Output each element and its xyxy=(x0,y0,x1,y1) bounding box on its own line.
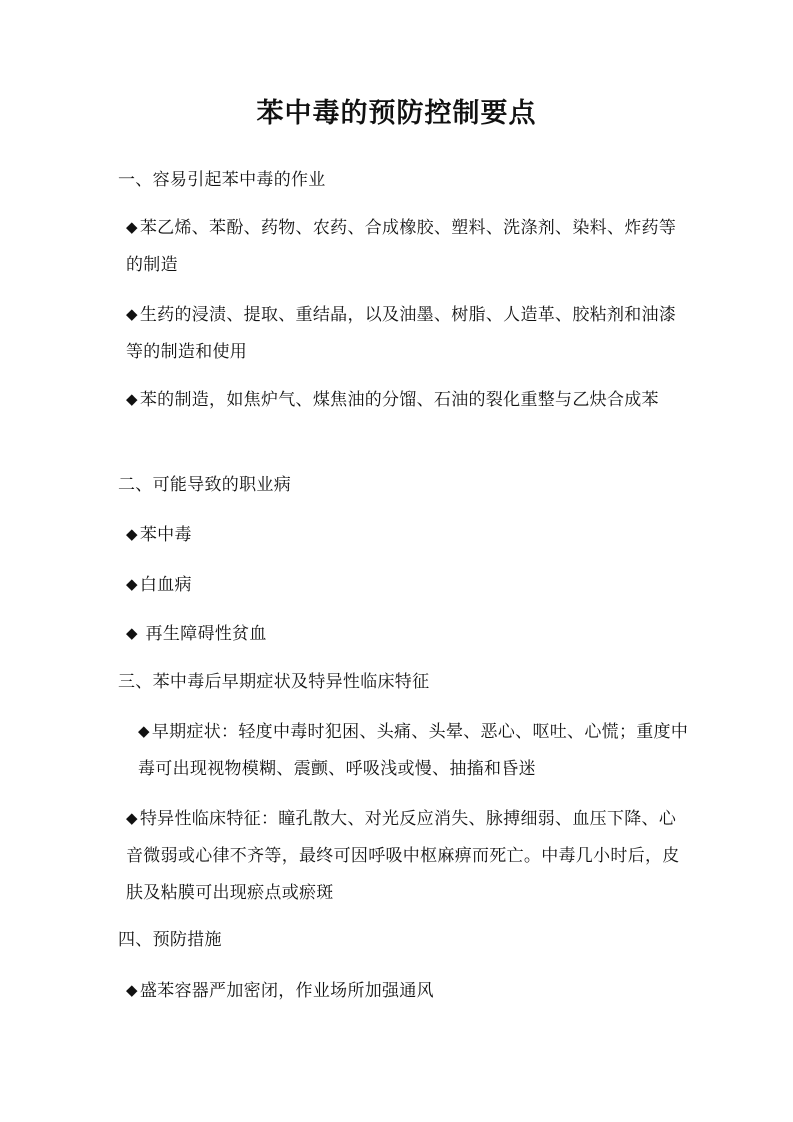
bullet-item xyxy=(118,713,690,788)
diamond-bullet-icon: ◆ xyxy=(126,390,138,408)
bullet-text: 苯的制造，如焦炉气、煤焦油的分馏、石油的裂化重整与乙炔合成苯 xyxy=(139,390,659,410)
section-heading-2: 二、可能导致的职业病 xyxy=(118,475,291,495)
bullet-item xyxy=(118,566,686,604)
bullet-text: 盛苯容器严加密闭，作业场所加强通风 xyxy=(139,981,434,1001)
bullet-text: 早期症状：轻度中毒时犯困、头痛、头晕、恶心、呕吐、心慌；重度中毒可出现视物模糊、震颤、呼吸浅或慢、抽搐和昏迷 xyxy=(138,722,689,779)
document-title: 苯中毒的预防控制要点 xyxy=(256,98,537,129)
bullet-item xyxy=(118,209,686,284)
bullet-text: 苯乙烯、苯酚、药物、农药、合成橡胶、塑料、洗涤剂、染料、炸药等的制造 xyxy=(126,218,677,275)
section-heading-1: 一、容易引起苯中毒的作业 xyxy=(118,170,326,190)
diamond-bullet-icon: ◆ xyxy=(126,218,138,236)
bullet-item xyxy=(118,296,686,371)
diamond-bullet-icon: ◆ xyxy=(138,722,150,740)
diamond-bullet-icon: ◆ xyxy=(126,809,138,827)
bullet-item xyxy=(118,800,686,912)
bullet-text: 苯中毒 xyxy=(139,525,192,545)
bullet-text: 特异性临床特征：瞳孔散大、对光反应消失、脉搏细弱、血压下降、心音微弱或心律不齐等，最终可因呼吸中枢麻痹而死亡。中毒几小时后，皮肤及粘膜可出现瘀点或瘀斑 xyxy=(126,809,680,903)
bullet-text: 生药的浸渍、提取、重结晶，以及油墨、树脂、人造革、胶粘剂和油漆等的制造和使用 xyxy=(126,305,677,362)
diamond-bullet-icon: ◆ xyxy=(126,525,138,543)
bullet-item xyxy=(118,615,686,653)
diamond-bullet-icon: ◆ xyxy=(126,305,138,323)
diamond-bullet-icon: ◆ xyxy=(126,981,138,999)
section-heading-3: 三、苯中毒后早期症状及特异性临床特征 xyxy=(118,672,430,692)
bullet-item xyxy=(118,972,686,1010)
diamond-bullet-icon: ◆ xyxy=(126,624,138,642)
bullet-text: 再生障碍性贫血 xyxy=(139,624,267,644)
bullet-item xyxy=(118,516,686,554)
section-heading-4: 四、预防措施 xyxy=(118,930,222,950)
diamond-bullet-icon: ◆ xyxy=(126,575,138,593)
bullet-item xyxy=(118,381,686,419)
bullet-text: 白血病 xyxy=(139,575,192,595)
